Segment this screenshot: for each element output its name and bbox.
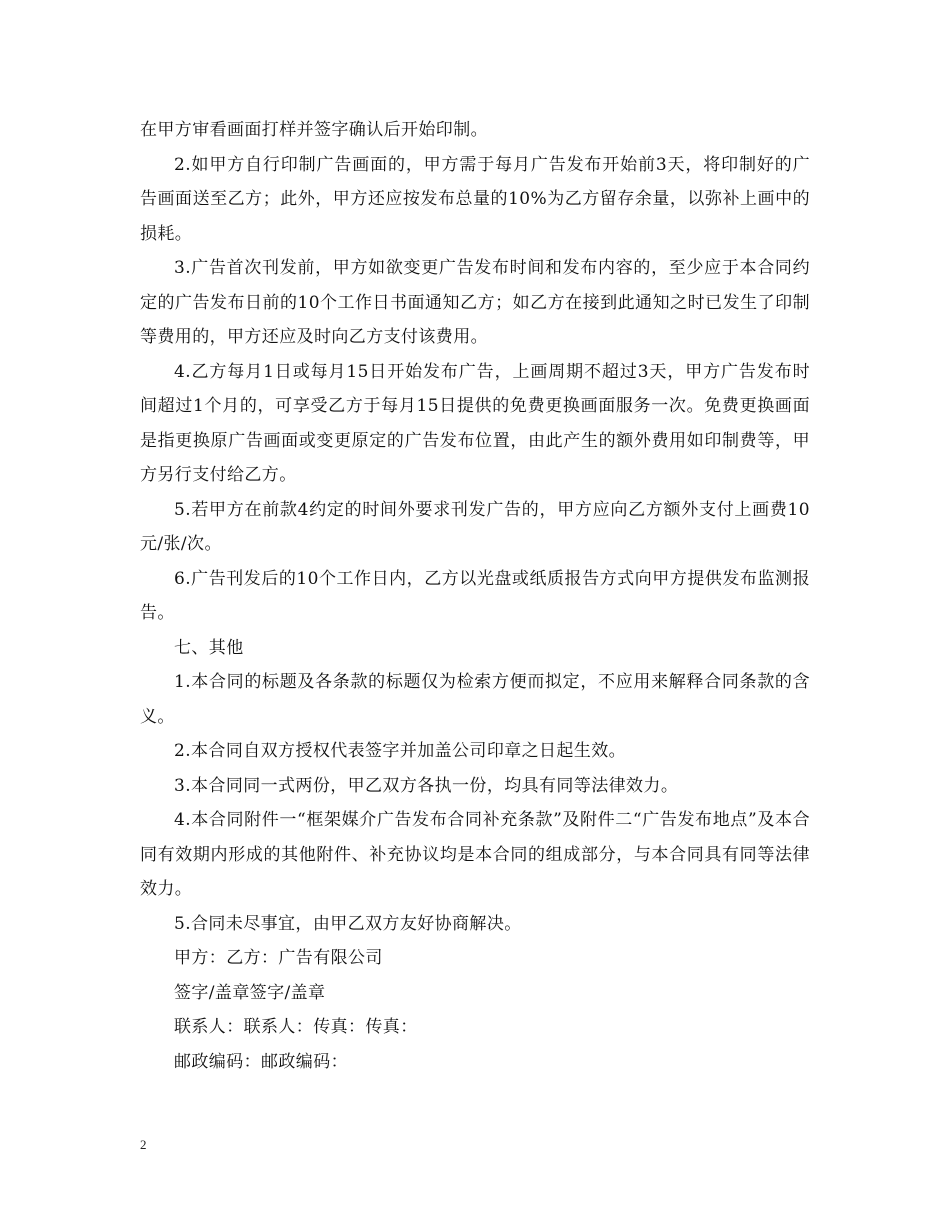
paragraph: 5.若甲方在前款4约定的时间外要求刊发广告的，甲方应向乙方额外支付上画费10元/张/次。 [140,499,810,554]
signature-party-line: 甲方：乙方：广告有限公司 [174,948,383,968]
paragraph: 2.如甲方自行印制广告画面的，甲方需于每月广告发布开始前3天，将印制好的广告画面送至乙方；此外，甲方还应按发布总量的10%为乙方留存余量，以弥补上画中的损耗。 [140,154,810,244]
page-number: 2 [140,1137,147,1152]
paragraph: 3.广告首次刊发前，甲方如欲变更广告发布时间和发布内容的，至少应于本合同约定的广告发布日前的10个工作日书面通知乙方；如乙方在接到此通知之时已发生了印制等费用的，甲方还应及时向乙方支付该费用。 [140,258,810,347]
paragraph: 3.本合同同一式两份，甲乙双方各执一份，均具有同等法律效力。 [174,775,679,796]
postal-code-line: 邮政编码：邮政编码： [174,1051,348,1072]
signature-seal-line: 签字/盖章签字/盖章 [174,982,326,1003]
paragraph: 4.乙方每月1日或每月15日开始发布广告，上画周期不超过3天，甲方广告发布时间超过1个月的，可享受乙方于每月15日提供的免费更换画面服务一次。免费更换画面是指更换原广告画面或变更原定的广告发布位置，由此产生的额外费用如印制费等，甲方另行支付给乙方。 [140,361,810,485]
paragraph: 5.合同未尽事宜，由甲乙双方友好协商解决。 [174,913,522,934]
contact-fax-line: 联系人：联系人：传真：传真： [174,1017,418,1037]
document-body [140,113,810,1079]
section-heading: 七、其他 [174,637,244,658]
paragraph: 2.本合同自双方授权代表签字并加盖公司印章之日起生效。 [174,741,627,761]
paragraph: 4.本合同附件一“框架媒介广告发布合同补充条款”及附件二“广告发布地点”及本合同有效期内形成的其他附件、补充协议均是本合同的组成部分，与本合同具有同等法律效力。 [140,810,810,899]
paragraph: 6.广告刊发后的10个工作日内，乙方以光盘或纸质报告方式向甲方提供发布监测报告。 [140,568,810,623]
paragraph: 1.本合同的标题及各条款的标题仅为检索方便而拟定，不应用来解释合同条款的含义。 [140,672,810,727]
paragraph: 在甲方审看画面打样并签字确认后开始印制。 [140,120,488,140]
